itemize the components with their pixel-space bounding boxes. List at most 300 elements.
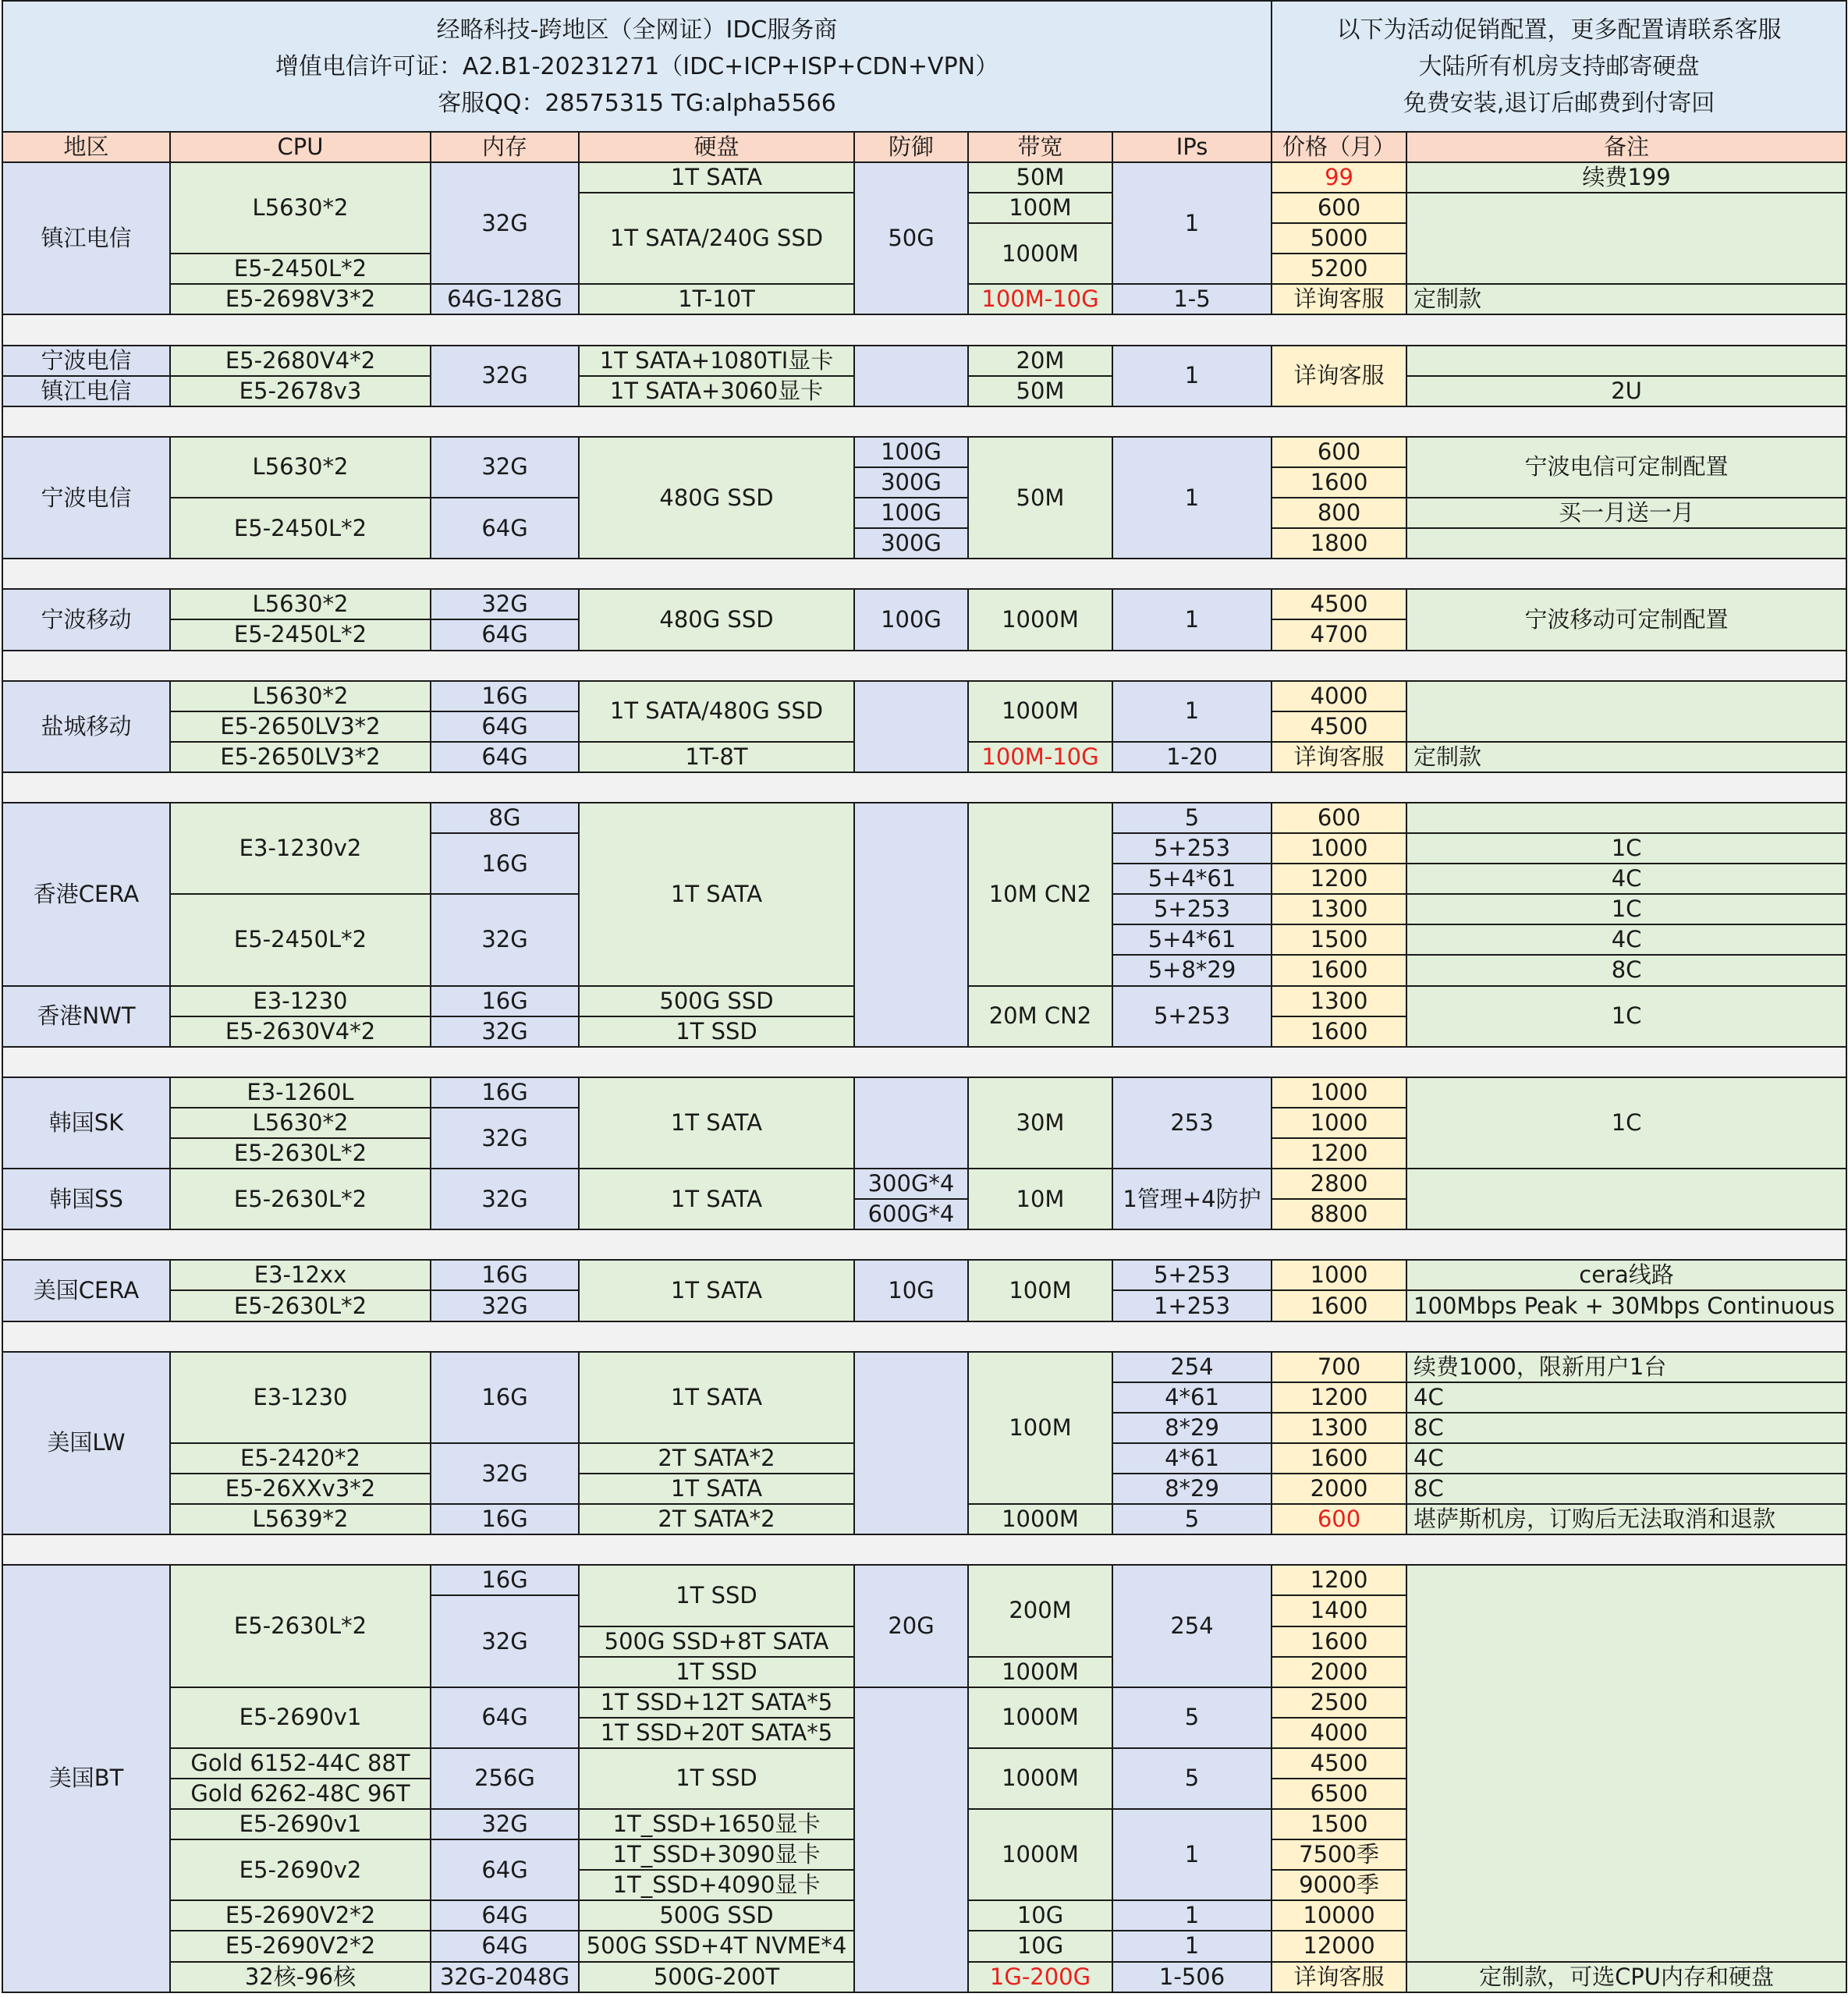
memory-cell: 8G: [431, 803, 579, 833]
disk-cell: 1T SATA: [579, 1474, 854, 1504]
disk-cell: 1T-8T: [579, 742, 854, 772]
table-row: [2, 1260, 1846, 1290]
defense-cell: [854, 1352, 968, 1535]
memory-cell: 16G: [431, 1504, 579, 1534]
memory-cell: 16G: [431, 1077, 579, 1108]
table-row: [2, 1352, 1846, 1382]
disk-cell: 1T SSD: [579, 1565, 854, 1626]
note-cell: [1406, 346, 1846, 376]
price-cell: 1200: [1272, 864, 1406, 894]
bandwidth-cell: 10M CN2: [968, 803, 1112, 986]
defense-cell: 100G: [854, 498, 968, 528]
banner-row: [2, 1, 1846, 132]
price-cell: 1000: [1272, 1108, 1406, 1138]
ips-cell: 1: [1112, 1809, 1272, 1900]
price-cell: 1300: [1272, 986, 1406, 1016]
disk-cell: 480G SSD: [579, 589, 854, 650]
promo-line-3: 免费安装,退订后邮费到付寄回: [1403, 89, 1715, 117]
cpu-cell: E5-2690v1: [170, 1687, 431, 1748]
bandwidth-cell: 10G: [968, 1931, 1112, 1961]
defense-cell: 300G: [854, 528, 968, 559]
section-spacer: [2, 1534, 1846, 1565]
memory-cell: 32G: [431, 346, 579, 406]
section-spacer: [2, 559, 1846, 589]
ips-cell: 5+253: [1112, 894, 1272, 924]
defense-cell: 20G: [854, 1565, 968, 1687]
promo-info: [1272, 1, 1846, 132]
price-cell: 4500: [1272, 711, 1406, 742]
ips-cell: 1: [1112, 681, 1272, 742]
price-cell: 1200: [1272, 1565, 1406, 1595]
cpu-cell: E5-2650LV3*2: [170, 742, 431, 772]
ips-cell: 5+4*61: [1112, 924, 1272, 955]
price-cell: 600: [1272, 437, 1406, 467]
cpu-cell: E5-26XXv3*2: [170, 1474, 431, 1504]
disk-cell: 500G SSD: [579, 986, 854, 1016]
region-cell: 美国BT: [2, 1565, 170, 1992]
note-cell: 1C: [1406, 1077, 1846, 1169]
note-cell: 4C: [1406, 1443, 1846, 1474]
price-cell: 1400: [1272, 1595, 1406, 1626]
ips-cell: 5+8*29: [1112, 955, 1272, 985]
memory-cell: 32G: [431, 437, 579, 498]
region-cell: 韩国SK: [2, 1077, 170, 1169]
disk-cell: 500G SSD: [579, 1900, 854, 1931]
region-cell: 宁波电信: [2, 346, 170, 376]
ips-cell: 8*29: [1112, 1413, 1272, 1443]
price-cell: 详询客服: [1272, 284, 1406, 314]
price-cell: 1300: [1272, 1413, 1406, 1443]
price-cell: 2500: [1272, 1687, 1406, 1718]
ips-cell: 8*29: [1112, 1474, 1272, 1504]
defense-cell: 300G*4: [854, 1169, 968, 1199]
bandwidth-cell: 1000M: [968, 1748, 1112, 1809]
ips-cell: 254: [1112, 1565, 1272, 1687]
ips-cell: 5: [1112, 803, 1272, 833]
ips-cell: 5+253: [1112, 833, 1272, 864]
spacer-cell: [2, 559, 1846, 589]
section-spacer: [2, 406, 1846, 437]
cpu-cell: E5-2680V4*2: [170, 346, 431, 376]
header-defense: 防御: [854, 132, 968, 162]
memory-cell: 32G: [431, 1169, 579, 1229]
price-cell: 1600: [1272, 467, 1406, 498]
defense-cell: 300G: [854, 467, 968, 498]
memory-cell: 32G: [431, 589, 579, 619]
bandwidth-cell: 1000M: [968, 223, 1112, 284]
disk-cell: 1T_SSD+4090显卡: [579, 1870, 854, 1900]
note-cell: 4C: [1406, 924, 1846, 955]
cpu-cell: E5-2630L*2: [170, 1169, 431, 1229]
memory-cell: 32G: [431, 1809, 579, 1839]
disk-cell: 1T SATA+3060显卡: [579, 376, 854, 406]
disk-cell: 500G SSD+4T NVME*4: [579, 1931, 854, 1961]
bandwidth-cell: 20M CN2: [968, 986, 1112, 1047]
disk-cell: 1T-10T: [579, 284, 854, 314]
note-cell: 4C: [1406, 1382, 1846, 1413]
price-cell: 1000: [1272, 1077, 1406, 1108]
cpu-cell: L5630*2: [170, 681, 431, 711]
cpu-cell: Gold 6152-44C 88T: [170, 1748, 431, 1779]
memory-cell: 64G: [431, 742, 579, 772]
note-cell: 8C: [1406, 1474, 1846, 1504]
price-cell: 2800: [1272, 1169, 1406, 1199]
cpu-cell: Gold 6262-48C 96T: [170, 1779, 431, 1809]
price-cell: 1300: [1272, 894, 1406, 924]
cpu-cell: L5630*2: [170, 1108, 431, 1138]
defense-cell: [854, 803, 968, 1047]
price-cell: 4000: [1272, 1718, 1406, 1748]
price-cell: 7500季: [1272, 1839, 1406, 1870]
bandwidth-cell: 10M: [968, 1169, 1112, 1229]
memory-cell: 64G: [431, 1687, 579, 1748]
price-cell: 1000: [1272, 1260, 1406, 1290]
note-cell: [1406, 1565, 1846, 1961]
bandwidth-cell: 1000M: [968, 681, 1112, 742]
license-number: 增值电信许可证：A2.B1-20231271（IDC+ICP+ISP+CDN+VPN）: [275, 52, 999, 80]
memory-cell: 16G: [431, 1352, 579, 1443]
note-cell: cera线路: [1406, 1260, 1846, 1290]
note-cell: 1C: [1406, 894, 1846, 924]
ips-cell: 5: [1112, 1687, 1272, 1748]
note-cell: 定制款，可选CPU内存和硬盘: [1406, 1962, 1846, 1992]
cpu-cell: L5630*2: [170, 162, 431, 254]
cpu-cell: E5-2690v1: [170, 1809, 431, 1839]
promo-line-1: 以下为活动促销配置，更多配置请联系客服: [1336, 16, 1782, 44]
note-cell: [1406, 1169, 1846, 1229]
bandwidth-cell: 20M: [968, 346, 1112, 376]
server-price-table: [2, 0, 1847, 1993]
ips-cell: 1-506: [1112, 1962, 1272, 1992]
bandwidth-cell: 100M: [968, 1260, 1112, 1321]
section-spacer: [2, 772, 1846, 803]
price-cell: 4500: [1272, 1748, 1406, 1779]
price-cell: 详询客服: [1272, 1962, 1406, 1992]
ips-cell: 1+253: [1112, 1290, 1272, 1321]
section-spacer: [2, 651, 1846, 681]
defense-cell: 50G: [854, 162, 968, 314]
cpu-cell: E5-2650LV3*2: [170, 711, 431, 742]
cpu-cell: E5-2630V4*2: [170, 1016, 431, 1047]
ips-cell: 1: [1112, 1931, 1272, 1961]
ips-cell: 4*61: [1112, 1382, 1272, 1413]
cpu-cell: E5-2630L*2: [170, 1565, 431, 1687]
bandwidth-cell: 1000M: [968, 1504, 1112, 1534]
defense-cell: 600G*4: [854, 1199, 968, 1229]
disk-cell: 500G SSD+8T SATA: [579, 1626, 854, 1657]
defense-cell: [854, 346, 968, 406]
contact-info: 客服QQ：28575315 TG:alpha5566: [438, 89, 836, 117]
cpu-cell: L5630*2: [170, 437, 431, 498]
bandwidth-cell: 10G: [968, 1900, 1112, 1931]
memory-cell: 64G: [431, 1900, 579, 1931]
price-cell: 1600: [1272, 1626, 1406, 1657]
memory-cell: 16G: [431, 986, 579, 1016]
table-row: [2, 681, 1846, 711]
cpu-cell: E5-2450L*2: [170, 894, 431, 985]
defense-cell: [854, 1077, 968, 1169]
note-cell: 续费1000，限新用户1台: [1406, 1352, 1846, 1382]
table-row: [2, 498, 1846, 528]
price-cell: 2000: [1272, 1657, 1406, 1687]
price-cell: 600: [1272, 803, 1406, 833]
note-cell: [1406, 193, 1846, 284]
disk-cell: 1T SSD+12T SATA*5: [579, 1687, 854, 1718]
defense-cell: 10G: [854, 1260, 968, 1321]
price-cell: 4500: [1272, 589, 1406, 619]
bandwidth-cell: 1000M: [968, 589, 1112, 650]
note-cell: 堪萨斯机房，订购后无法取消和退款: [1406, 1504, 1846, 1534]
price-cell: 1600: [1272, 955, 1406, 985]
company-name: 经略科技-跨地区（全网证）IDC服务商: [436, 16, 838, 44]
table-row: [2, 162, 1846, 193]
spacer-cell: [2, 1321, 1846, 1352]
table-row: [2, 1169, 1846, 1199]
note-cell: [1406, 803, 1846, 833]
header-ips: IPs: [1112, 132, 1272, 162]
section-spacer: [2, 1047, 1846, 1077]
ips-cell: 1-5: [1112, 284, 1272, 314]
header-price: 价格（月）: [1272, 132, 1406, 162]
disk-cell: 1T SATA: [579, 1260, 854, 1321]
cpu-cell: E5-2678v3: [170, 376, 431, 406]
ips-cell: 1: [1112, 589, 1272, 650]
price-cell: 600: [1272, 1504, 1406, 1534]
note-cell: 2U: [1406, 376, 1846, 406]
region-cell: 镇江电信: [2, 376, 170, 406]
price-cell: 8800: [1272, 1199, 1406, 1229]
promo-line-2: 大陆所有机房支持邮寄硬盘: [1418, 52, 1700, 80]
note-cell: 定制款: [1406, 284, 1846, 314]
region-cell: 宁波移动: [2, 589, 170, 650]
ips-cell: 1: [1112, 1900, 1272, 1931]
ips-cell: 1: [1112, 346, 1272, 406]
table-row: [2, 1077, 1846, 1108]
cpu-cell: E5-2630L*2: [170, 1138, 431, 1169]
ips-cell: 1: [1112, 162, 1272, 284]
cpu-cell: E3-1230: [170, 1352, 431, 1443]
note-cell: 8C: [1406, 1413, 1846, 1443]
cpu-cell: E5-2630L*2: [170, 1290, 431, 1321]
spacer-cell: [2, 1047, 1846, 1077]
header-cpu: CPU: [170, 132, 431, 162]
memory-cell: 16G: [431, 1565, 579, 1595]
ips-cell: 5+4*61: [1112, 864, 1272, 894]
price-cell: 12000: [1272, 1931, 1406, 1961]
note-cell: 1C: [1406, 986, 1846, 1047]
note-cell: 1C: [1406, 833, 1846, 864]
cpu-cell: E3-1260L: [170, 1077, 431, 1108]
memory-cell: 32G: [431, 1595, 579, 1687]
disk-cell: 1T_SSD+1650显卡: [579, 1809, 854, 1839]
memory-cell: 16G: [431, 1260, 579, 1290]
header-disk: 硬盘: [579, 132, 854, 162]
price-cell: 1500: [1272, 1809, 1406, 1839]
note-cell: 买一月送一月: [1406, 498, 1846, 528]
region-cell: 美国CERA: [2, 1260, 170, 1321]
region-cell: 香港CERA: [2, 803, 170, 986]
header-region: 地区: [2, 132, 170, 162]
disk-cell: 1T SSD: [579, 1016, 854, 1047]
table-row: [2, 437, 1846, 467]
disk-cell: 1T SATA: [579, 1352, 854, 1443]
ips-cell: 254: [1112, 1352, 1272, 1382]
memory-cell: 256G: [431, 1748, 579, 1809]
disk-cell: 1T SSD: [579, 1657, 854, 1687]
disk-cell: 500G-200T: [579, 1962, 854, 1992]
note-cell: 100Mbps Peak + 30Mbps Continuous: [1406, 1290, 1846, 1321]
memory-cell: 32G: [431, 1016, 579, 1047]
cpu-cell: E3-1230: [170, 986, 431, 1016]
price-cell: 4000: [1272, 681, 1406, 711]
ips-cell: 253: [1112, 1077, 1272, 1169]
bandwidth-cell: 100M: [968, 1352, 1112, 1504]
disk-cell: 2T SATA*2: [579, 1443, 854, 1474]
pricing-sheet: [2, 0, 1847, 1993]
cpu-cell: E3-12xx: [170, 1260, 431, 1290]
defense-cell: [854, 681, 968, 772]
bandwidth-cell: 1G-200G: [968, 1962, 1112, 1992]
note-cell: 定制款: [1406, 742, 1846, 772]
memory-cell: 64G: [431, 711, 579, 742]
region-cell: 镇江电信: [2, 162, 170, 314]
ips-cell: 5+253: [1112, 986, 1272, 1047]
bandwidth-cell: 50M: [968, 437, 1112, 559]
spacer-cell: [2, 772, 1846, 803]
region-cell: 盐城移动: [2, 681, 170, 772]
price-cell: 2000: [1272, 1474, 1406, 1504]
memory-cell: 32G: [431, 1290, 579, 1321]
ips-cell: 1管理+4防护: [1112, 1169, 1272, 1229]
ips-cell: 5: [1112, 1504, 1272, 1534]
disk-cell: 1T SSD: [579, 1748, 854, 1809]
disk-cell: 1T SATA: [579, 803, 854, 986]
price-cell: 1600: [1272, 1443, 1406, 1474]
disk-cell: 1T SATA/240G SSD: [579, 193, 854, 284]
region-cell: 韩国SS: [2, 1169, 170, 1229]
ips-cell: 1-20: [1112, 742, 1272, 772]
spacer-cell: [2, 406, 1846, 437]
section-spacer: [2, 314, 1846, 345]
price-cell: 1000: [1272, 833, 1406, 864]
ips-cell: 4*61: [1112, 1443, 1272, 1474]
section-spacer: [2, 1321, 1846, 1352]
cpu-cell: E5-2420*2: [170, 1443, 431, 1474]
cpu-cell: E5-2450L*2: [170, 254, 431, 284]
note-cell: [1406, 681, 1846, 742]
bandwidth-cell: 30M: [968, 1077, 1112, 1169]
cpu-cell: L5639*2: [170, 1504, 431, 1534]
cpu-cell: E5-2450L*2: [170, 619, 431, 650]
disk-cell: 1T SATA/480G SSD: [579, 681, 854, 742]
note-cell: 续费199: [1406, 162, 1846, 193]
cpu-cell: E5-2690v2: [170, 1839, 431, 1900]
memory-cell: 32G: [431, 1108, 579, 1169]
spacer-cell: [2, 314, 1846, 345]
note-cell: 宁波移动可定制配置: [1406, 589, 1846, 650]
price-cell: 5200: [1272, 254, 1406, 284]
price-cell: 详询客服: [1272, 346, 1406, 406]
cpu-cell: E5-2690V2*2: [170, 1900, 431, 1931]
price-cell: 800: [1272, 498, 1406, 528]
header-memory: 内存: [431, 132, 579, 162]
header-bandwidth: 带宽: [968, 132, 1112, 162]
memory-cell: 32G: [431, 162, 579, 284]
memory-cell: 16G: [431, 681, 579, 711]
price-cell: 6500: [1272, 1779, 1406, 1809]
price-cell: 9000季: [1272, 1870, 1406, 1900]
cpu-cell: E3-1230v2: [170, 803, 431, 894]
bandwidth-cell: 1000M: [968, 1657, 1112, 1687]
bandwidth-cell: 50M: [968, 162, 1112, 193]
price-cell: 1200: [1272, 1382, 1406, 1413]
memory-cell: 64G: [431, 498, 579, 559]
region-cell: 宁波电信: [2, 437, 170, 559]
ips-cell: 5: [1112, 1748, 1272, 1809]
price-cell: 1600: [1272, 1016, 1406, 1047]
memory-cell: 32G-2048G: [431, 1962, 579, 1992]
bandwidth-cell: 100M-10G: [968, 284, 1112, 314]
ips-cell: 5+253: [1112, 1260, 1272, 1290]
bandwidth-cell: 1000M: [968, 1809, 1112, 1900]
price-cell: 700: [1272, 1352, 1406, 1382]
disk-cell: 2T SATA*2: [579, 1504, 854, 1534]
price-cell: 1500: [1272, 924, 1406, 955]
memory-cell: 64G-128G: [431, 284, 579, 314]
bandwidth-cell: 1000M: [968, 1687, 1112, 1748]
defense-cell: 100G: [854, 589, 968, 650]
header-notes: 备注: [1406, 132, 1846, 162]
spacer-cell: [2, 1229, 1846, 1260]
memory-cell: 32G: [431, 894, 579, 985]
memory-cell: 64G: [431, 1839, 579, 1900]
cpu-cell: L5630*2: [170, 589, 431, 619]
table-row: [2, 1565, 1846, 1595]
spacer-cell: [2, 651, 1846, 681]
disk-cell: 1T SATA: [579, 1077, 854, 1169]
cpu-cell: E5-2450L*2: [170, 498, 431, 559]
disk-cell: 1T SATA: [579, 162, 854, 193]
memory-cell: 32G: [431, 1443, 579, 1504]
section-spacer: [2, 1229, 1846, 1260]
header-row: [2, 132, 1846, 162]
ips-cell: 1: [1112, 437, 1272, 559]
price-cell: 600: [1272, 193, 1406, 223]
price-cell: 1600: [1272, 1290, 1406, 1321]
disk-cell: 1T SATA+1080TI显卡: [579, 346, 854, 376]
note-cell: [1406, 528, 1846, 559]
price-cell: 1800: [1272, 528, 1406, 559]
bandwidth-cell: 100M: [968, 193, 1112, 223]
region-cell: 香港NWT: [2, 986, 170, 1047]
memory-cell: 64G: [431, 1931, 579, 1961]
price-cell: 5000: [1272, 223, 1406, 254]
price-cell: 1200: [1272, 1138, 1406, 1169]
spacer-cell: [2, 1534, 1846, 1565]
price-cell: 10000: [1272, 1900, 1406, 1931]
cpu-cell: E5-2698V3*2: [170, 284, 431, 314]
note-cell: 宁波电信可定制配置: [1406, 437, 1846, 498]
bandwidth-cell: 50M: [968, 376, 1112, 406]
region-cell: 美国LW: [2, 1352, 170, 1535]
price-cell: 4700: [1272, 619, 1406, 650]
price-cell: 99: [1272, 162, 1406, 193]
table-row: [2, 803, 1846, 833]
cpu-cell: 32核-96核: [170, 1962, 431, 1992]
note-cell: 4C: [1406, 864, 1846, 894]
bandwidth-cell: 100M-10G: [968, 742, 1112, 772]
disk-cell: 1T SATA: [579, 1169, 854, 1229]
